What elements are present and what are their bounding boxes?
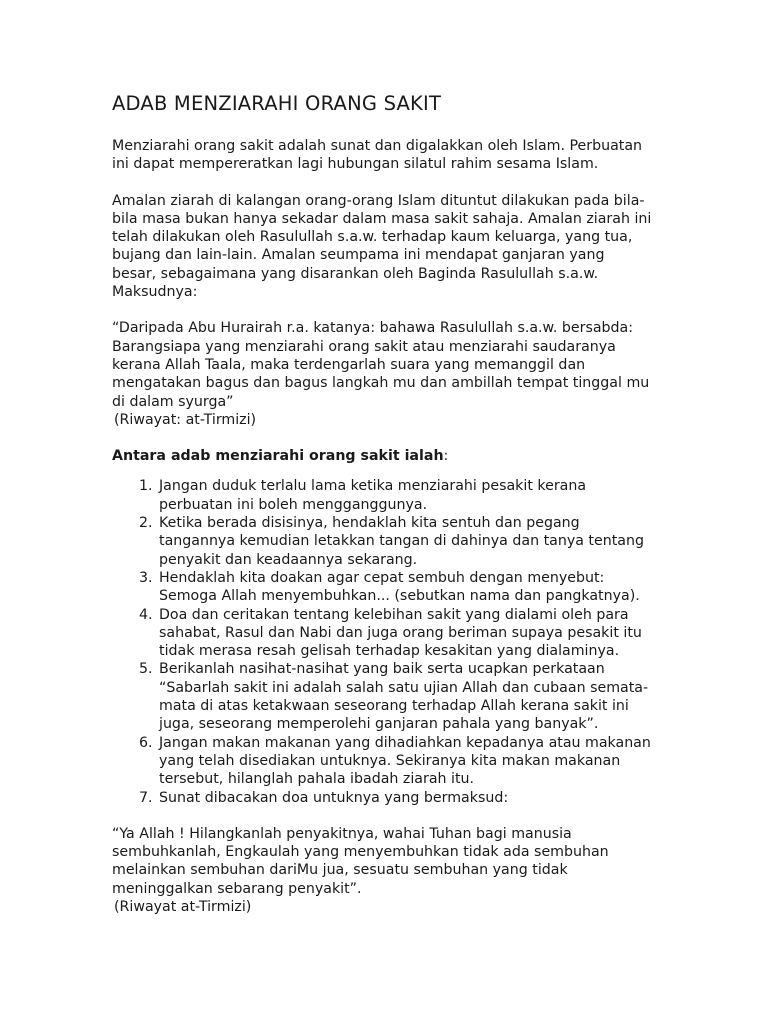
doa-text: “Ya Allah ! Hilangkanlah penyakitnya, wahai Tuhan bagi manusia sembuhkanlah, Engkaulah yang menyembuhkan tidak ada sembuhan melainkan sembuhan dariMu jua, sesuatu sembuhan yang tidak meninggalkan sebarang penyakit”. [112,825,609,897]
document-page [112,92,652,916]
adab-list [112,477,652,806]
intro-paragraph: Menziarahi orang sakit adalah sunat dan digalakkan oleh Islam. Perbuatan ini dapat mempereratkan lagi hubungan silatul rahim sesama Islam. [112,138,643,173]
document-title: ADAB MENZIARAHI ORANG SAKIT [112,92,442,115]
hadith-quote [112,319,652,429]
hadith-text: “Daripada Abu Hurairah r.a. katanya: bahawa Rasulullah s.a.w. bersabda: Barangsiapa yang menziarahi orang sakit atau menziarahi saudaranya kerana Allah Taala, maka terdengarlah suara yang memanggil dan mengatakan bagus dan bagus langkah mu dan ambillah tempat tinggal mu di dalam syurga” [112,320,650,410]
list-item: 2. Ketika berada disisinya, hendaklah kita sentuh dan pegang tangannya kemudian letakkan tangan di dahinya dan tanya tentang penyakit dan keadaannya sekarang. [157,514,652,569]
list-item: 6. Jangan makan makanan yang dihadiahkan kepadanya atau makanan yang telah disediakan untuknya. Sekiranya kita makan makanan tersebut, hilanglah pahala ibadah ziarah itu. [157,734,652,789]
list-item: 3. Hendaklah kita doakan agar cepat sembuh dengan menyebut: Semoga Allah menyembuhkan... (sebutkan nama dan pangkatnya). [157,569,652,606]
doa-quote [112,825,652,916]
list-item: 5. Berikanlah nasihat-nasihat yang baik serta ucapkan perkataan “Sabarlah sakit ini adalah salah satu ujian Allah dan cubaan semata-mata di atas ketakwaan seseorang terhadap Allah kerana sakit ini juga, seseorang memperolehi ganjaran pahala yang banyak”. [157,660,652,733]
list-item: 7. Sunat dibacakan doa untuknya yang bermaksud: [157,789,652,807]
hadith-reference: (Riwayat: at-Tirmizi) [114,411,257,428]
list-item: 4. Doa dan ceritakan tentang kelebihan sakit yang dialami oleh para sahabat, Rasul dan Nabi dan juga orang beriman supaya pesakit itu tidak merasa resah gelisah terhadap kesakitan yang dialaminya. [157,606,652,661]
doa-reference: (Riwayat at-Tirmizi) [114,898,252,915]
list-heading-colon: : [443,448,449,465]
list-heading [112,447,652,465]
list-item: 1. Jangan duduk terlalu lama ketika menziarahi pesakit kerana perbuatan ini boleh mengganggunya. [157,477,652,514]
list-heading-text: Antara adab menziarahi orang sakit ialah [112,448,444,465]
ziarah-paragraph: Amalan ziarah di kalangan orang-orang Islam dituntut dilakukan pada bila-bila masa bukan hanya sekadar dalam masa sakit sahaja. Amalan ziarah ini telah dilakukan oleh Rasulullah s.a.w. terhadap kaum keluarga, yang tua, bujang dan lain-lain. Amalan seumpama ini mendapat ganjaran yang besar, sebagaimana yang disarankan oleh Baginda Rasulullah s.a.w. Maksudnya: [112,192,652,301]
